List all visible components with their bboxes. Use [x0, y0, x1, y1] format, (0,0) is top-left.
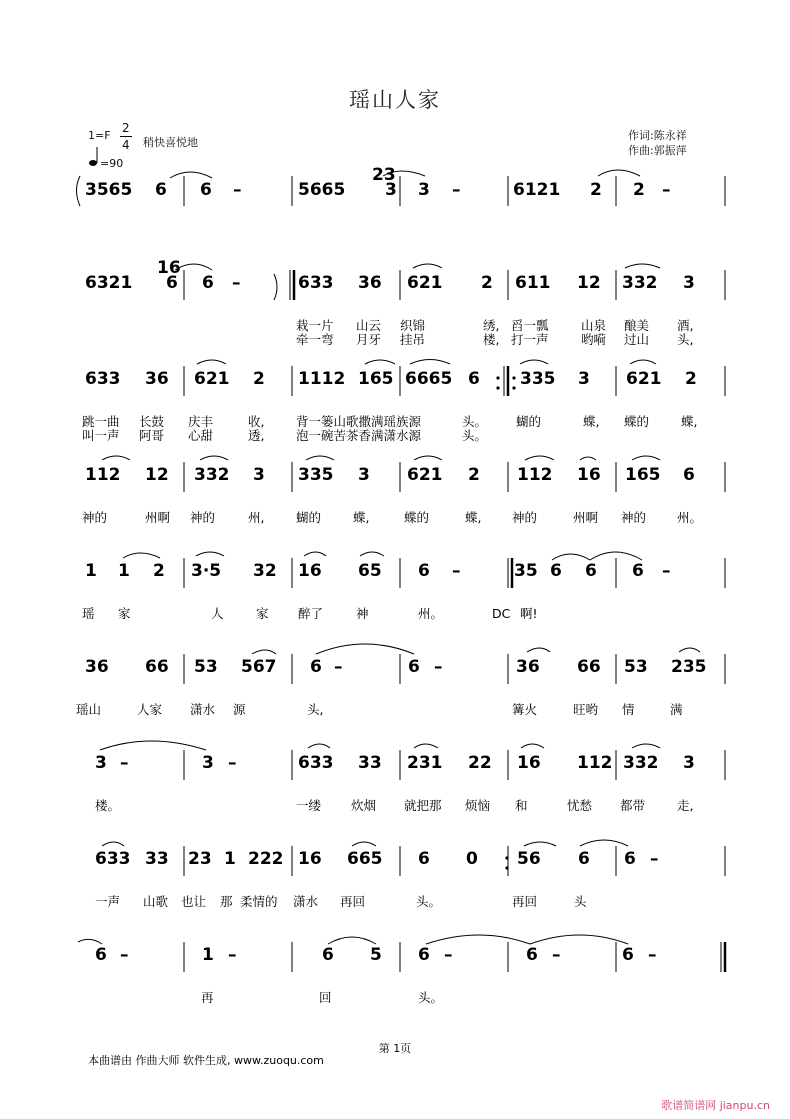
note-0: –	[452, 180, 461, 200]
note-7: 665	[347, 849, 383, 869]
lyric-3: 神的	[190, 510, 216, 525]
lyric2-1: 头,	[677, 332, 694, 347]
note-4: 6	[550, 561, 562, 581]
lyric-6: 炊烟	[351, 798, 377, 813]
lyric-4: 神	[356, 606, 369, 621]
time-signature-top: 2	[122, 121, 130, 135]
lyric-4: 醉了	[298, 606, 324, 621]
note-6: 3	[95, 753, 107, 773]
note-7: 6	[578, 849, 590, 869]
note-7: 1	[224, 849, 236, 869]
note-3: 332	[194, 465, 230, 485]
lyric-7: 山歌	[143, 894, 169, 909]
lyric2-2: 透,	[248, 428, 265, 443]
note-6: –	[228, 753, 237, 773]
note-2: 165	[358, 369, 394, 389]
note-6: 332	[623, 753, 659, 773]
lyric2-1: 月牙	[356, 332, 382, 347]
lyric-1: 栽一片	[296, 318, 334, 333]
repeat-dots	[496, 376, 515, 869]
lyric-6: 烦恼	[465, 798, 491, 813]
lyric-4: 啊!	[520, 606, 538, 621]
note-1: 2	[481, 273, 493, 293]
key-signature: 1=F	[88, 129, 111, 142]
lyric-7: 那	[220, 894, 233, 909]
note-5: 36	[85, 657, 109, 677]
note-8: 5	[370, 945, 382, 965]
composer: 作曲:郭振萍	[628, 144, 687, 157]
lyric-2: 长鼓	[139, 414, 165, 429]
note-5: 53	[194, 657, 218, 677]
lyric-5: 潇水	[190, 702, 216, 717]
lyric-2: 背一篓山歌撒满瑶族源	[296, 414, 422, 429]
tempo-value: =90	[100, 157, 124, 170]
lyric-2: 蝶的	[624, 414, 650, 429]
lyric-3: 蝴的	[296, 510, 322, 525]
lyric-2: 蝶,	[681, 414, 698, 429]
note-7: 6	[624, 849, 636, 869]
note-2: 6665	[405, 369, 453, 389]
lyric-3: 蝶的	[404, 510, 430, 525]
note-3: 16	[577, 465, 601, 485]
note-5: 36	[516, 657, 540, 677]
note-5: –	[434, 657, 443, 677]
note-7: 56	[517, 849, 541, 869]
lyric-1: 织锦	[400, 318, 426, 333]
page-number: 第 1页	[378, 1042, 412, 1055]
note-3: 335	[298, 465, 334, 485]
note-3: 3	[358, 465, 370, 485]
lyric2-1: 楼,	[483, 332, 500, 347]
note-1: 611	[515, 273, 551, 293]
lyric-2: 蝶,	[583, 414, 600, 429]
lyric-5: 头,	[307, 702, 324, 717]
note-4: 35	[514, 561, 538, 581]
lyric2-1: 过山	[624, 332, 650, 347]
lyric-3: 蝶,	[465, 510, 482, 525]
lyric-7: 也让	[181, 894, 207, 909]
watermark-text: 歌谱简谱网 jianpu.cn	[661, 1099, 770, 1112]
note-0: 6121	[513, 180, 561, 200]
lyric2-1: 牵一弯	[296, 332, 334, 347]
lyric-1: 山云	[356, 318, 382, 333]
note-6: 33	[358, 753, 382, 773]
note-1: 12	[577, 273, 601, 293]
lyric-3: 神的	[82, 510, 108, 525]
lyric-4: 人	[211, 606, 224, 621]
note-7: 6	[418, 849, 430, 869]
note-3: 621	[407, 465, 443, 485]
note-6: 231	[407, 753, 443, 773]
note-0: 5665	[298, 180, 346, 200]
note-8: –	[120, 945, 129, 965]
note-2: 3	[578, 369, 590, 389]
note-7: 16	[298, 849, 322, 869]
lyric-6: 就把那	[404, 798, 442, 813]
note-4: 16	[298, 561, 322, 581]
note-7: 0	[466, 849, 478, 869]
note-8: 6	[526, 945, 538, 965]
lyric-4: 家	[118, 606, 131, 621]
lyric-1: 酒,	[677, 318, 694, 333]
note-6: –	[120, 753, 129, 773]
lyric-7: 头	[574, 894, 587, 909]
lyric-8: 回	[319, 990, 332, 1005]
footer-credit: 本曲谱由 作曲大师 软件生成, www.zuoqu.com	[88, 1054, 324, 1067]
note-5: 66	[145, 657, 169, 677]
notes-layer	[76, 165, 707, 1005]
lyric-2: 蝴的	[516, 414, 542, 429]
note-0: 2	[590, 180, 602, 200]
note-2: 621	[626, 369, 662, 389]
note-2: 36	[145, 369, 169, 389]
lyric-6: 忧愁	[567, 798, 593, 813]
note-6: 3	[683, 753, 695, 773]
page-title: 瑶山人家	[349, 88, 441, 112]
note-5: –	[334, 657, 343, 677]
lyric-3: 州。	[677, 510, 703, 525]
note-1: 332	[622, 273, 658, 293]
note-8: –	[552, 945, 561, 965]
lyric-4: 瑶	[82, 606, 95, 621]
lyric-7: 柔情的	[240, 894, 278, 909]
note-5: 6	[310, 657, 322, 677]
lyric-7: 再回	[340, 894, 366, 909]
note-4: 3·5	[191, 561, 222, 581]
note-8: 6	[622, 945, 634, 965]
lyric2-1: 哟嗬	[581, 332, 607, 347]
lyric-2: 头。	[462, 414, 488, 429]
tempo-word: 稍快喜悦地	[143, 136, 198, 149]
watermark	[610, 1093, 770, 1115]
note-0: 6	[155, 180, 167, 200]
time-signature-bottom: 4	[122, 138, 130, 152]
note-3: 2	[468, 465, 480, 485]
lyric-3: 州啊	[573, 510, 599, 525]
lyric-5: 瑶山	[76, 702, 102, 717]
note-3: 112	[517, 465, 553, 485]
note-6: 112	[577, 753, 613, 773]
lyric-5: 旺哟	[573, 702, 599, 717]
note-8: 6	[95, 945, 107, 965]
note-6: 22	[468, 753, 492, 773]
note-8: –	[444, 945, 453, 965]
lyric-5: 人家	[137, 702, 163, 717]
note-8: –	[648, 945, 657, 965]
lyric-6: 一缕	[296, 798, 322, 813]
note-1: 6321	[85, 273, 133, 293]
lyric-3: 蝶,	[353, 510, 370, 525]
note-1: 621	[407, 273, 443, 293]
note-4: –	[662, 561, 671, 581]
lyric-5: 满	[670, 702, 683, 717]
note-5: 235	[671, 657, 707, 677]
note-2: 1112	[298, 369, 346, 389]
note-7: 23	[188, 849, 212, 869]
lyric-6: 都带	[620, 798, 646, 813]
note-1: 3	[683, 273, 695, 293]
note-7: 33	[145, 849, 169, 869]
note-4: 32	[253, 561, 277, 581]
note-4: 6	[632, 561, 644, 581]
note-1: –	[232, 273, 241, 293]
note-4: 6	[418, 561, 430, 581]
lyric-1: 山泉	[581, 318, 607, 333]
lyric-1: 绣,	[483, 318, 500, 333]
lyric-1: 舀一瓢	[511, 318, 549, 333]
lyric-6: 走,	[677, 798, 694, 813]
lyric-4: DC	[492, 606, 511, 621]
note-4: –	[452, 561, 461, 581]
note-8: 6	[418, 945, 430, 965]
note-0: 3565	[85, 180, 133, 200]
note-3: 6	[683, 465, 695, 485]
note-8: 1	[202, 945, 214, 965]
lyric-2: 庆丰	[188, 414, 214, 429]
note-3: 3	[253, 465, 265, 485]
note-6: 16	[517, 753, 541, 773]
note-7: –	[650, 849, 659, 869]
note-0: 3	[418, 180, 430, 200]
lyric-3: 神的	[621, 510, 647, 525]
lyric-3: 州,	[248, 510, 265, 525]
note-5: 567	[241, 657, 277, 677]
lyric-6: 和	[515, 798, 528, 813]
note-2: 621	[194, 369, 230, 389]
note-6: 633	[298, 753, 334, 773]
grace-note-1: 16	[157, 258, 181, 278]
lyric-3: 神的	[512, 510, 538, 525]
note-3: 112	[85, 465, 121, 485]
lyric2-1: 挂吊	[400, 332, 426, 347]
note-2: 2	[253, 369, 265, 389]
note-5: 6	[408, 657, 420, 677]
lyric-2: 跳一曲	[82, 414, 120, 429]
note-2: 2	[685, 369, 697, 389]
note-0: 2	[633, 180, 645, 200]
lyric-5: 情	[622, 702, 635, 717]
lyric2-2: 头。	[462, 428, 488, 443]
lyric2-2: 心甜	[188, 428, 214, 443]
note-1: 36	[358, 273, 382, 293]
note-7: 222	[248, 849, 284, 869]
lyric-7: 再回	[512, 894, 538, 909]
note-1: 633	[298, 273, 334, 293]
grace-note-0: 23	[372, 165, 396, 185]
lyric-4: 家	[256, 606, 269, 621]
note-2: 335	[520, 369, 556, 389]
system-bracket	[77, 176, 81, 206]
lyric-8: 头。	[418, 990, 444, 1005]
note-2: 6	[468, 369, 480, 389]
note-8: 6	[322, 945, 334, 965]
note-4: 6	[585, 561, 597, 581]
lyric-5: 篝火	[512, 702, 538, 717]
note-1: 6	[202, 273, 214, 293]
note-0: 6	[200, 180, 212, 200]
lyric-6: 楼。	[95, 798, 121, 813]
lyric2-2: 叫一声	[82, 428, 120, 443]
note-0: –	[662, 180, 671, 200]
lyric-2: 收,	[248, 414, 265, 429]
lyric2-1: 打一声	[511, 332, 549, 347]
lyric-7: 头。	[416, 894, 442, 909]
note-8: –	[228, 945, 237, 965]
lyric-1: 酿美	[624, 318, 650, 333]
note-1: 6	[166, 273, 178, 293]
lyric-3: 州啊	[145, 510, 171, 525]
note-3: 165	[625, 465, 661, 485]
lyric-7: 一声	[95, 894, 121, 909]
lyric-4: 州。	[418, 606, 444, 621]
note-5: 53	[624, 657, 648, 677]
note-4: 1	[85, 561, 97, 581]
note-0: 3	[385, 180, 397, 200]
note-4: 65	[358, 561, 382, 581]
note-6: 3	[202, 753, 214, 773]
lyric2-2: 阿哥	[139, 428, 165, 443]
note-4: 2	[153, 561, 165, 581]
lyricist: 作词:陈永祥	[628, 129, 687, 142]
note-3: 12	[145, 465, 169, 485]
note-4: 1	[118, 561, 130, 581]
lyric-5: 源	[233, 702, 246, 717]
lyric-8: 再	[201, 990, 214, 1005]
note-2: 633	[85, 369, 121, 389]
lyric2-2: 泡一碗苦茶香满潇水源	[296, 428, 422, 443]
note-7: 633	[95, 849, 131, 869]
note-5: 66	[577, 657, 601, 677]
lyric-7: 潇水	[293, 894, 319, 909]
note-0: –	[233, 180, 242, 200]
